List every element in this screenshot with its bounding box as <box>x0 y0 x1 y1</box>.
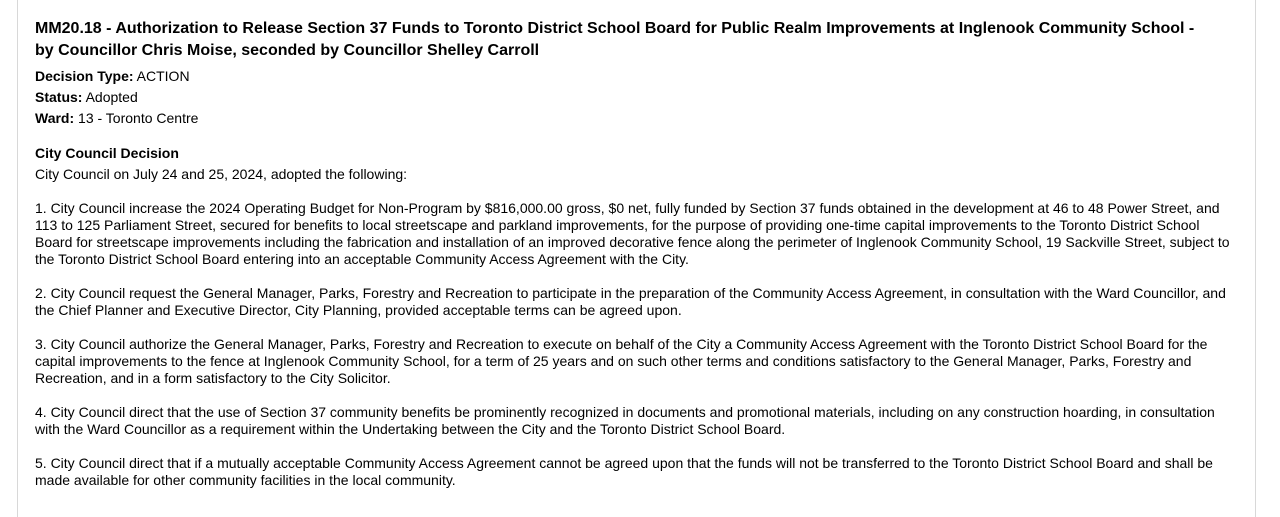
meta-decision-type-label: Decision Type: <box>35 68 134 84</box>
meta-ward-label: Ward: <box>35 110 75 126</box>
decision-paragraph-2: 2. City Council request the General Manager, Parks, Forestry and Recreation to participate in the preparation of the Community Access Agreement, in consultation with the Ward Councillor, and the Chief Planner and Executive Director, City Planning, provided acceptable terms can be agreed upon. <box>35 285 1226 318</box>
section-heading-city-council-decision: City Council Decision <box>35 145 179 161</box>
decision-intro: City Council on July 24 and 25, 2024, adopted the following: <box>35 166 408 182</box>
decision-paragraph-1: 1. City Council increase the 2024 Operating Budget for Non-Program by $816,000.00 gross, $0 net, fully funded by Section 37 funds obtained in the development at 46 to 48 Power Street, and 113 to 125 Parliament Street, secured for benefits to local streetscape and parkland improvements, for the purpose of providing one-time capital improvements to the Toronto District School Board for streetscape improvements including the fabrication and installation of an improved decorative fence along the perimeter of Inglenook Community School, 19 Sackville Street, subject to the Toronto District School Board entering into an acceptable Community Access Agreement with the City. <box>35 200 1230 267</box>
decision-paragraph-3: 3. City Council authorize the General Manager, Parks, Forestry and Recreation to execute on behalf of the City a Community Access Agreement with the Toronto District School Board for the capital improvements to the fence at Inglenook Community School, for a term of 25 years and on such other terms and conditions satisfactory to the General Manager, Parks, Forestry and Recreation, and in a form satisfactory to the City Solicitor. <box>35 336 1208 386</box>
decision-paragraph-5: 5. City Council direct that if a mutually acceptable Community Access Agreement cannot be agreed upon that the funds will not be transferred to the Toronto District School Board and shall be made available for other community facilities in the local community. <box>35 455 1213 488</box>
meta-decision-type <box>35 66 1235 87</box>
page-title: MM20.18 - Authorization to Release Section 37 Funds to Toronto District School Board for Public Realm Improvements at Inglenook Community School - by Councillor Chris Moise, seconded by Councillor Shelley Carroll <box>35 20 1195 59</box>
meta-ward-value: 13 - Toronto Centre <box>78 110 199 126</box>
meta-status <box>35 87 1235 108</box>
meta-decision-type-value: ACTION <box>136 68 190 84</box>
meta-ward <box>35 108 1235 129</box>
meta-section <box>35 66 1235 129</box>
document-container <box>17 0 1256 517</box>
meta-status-value: Adopted <box>85 89 138 105</box>
meta-status-label: Status: <box>35 89 83 105</box>
decision-paragraph-4: 4. City Council direct that the use of Section 37 community benefits be prominently recognized in documents and promotional materials, including on any construction hoarding, in consultation with the Ward Councillor as a requirement within the Undertaking between the City and the Toronto District School Board. <box>35 404 1215 437</box>
